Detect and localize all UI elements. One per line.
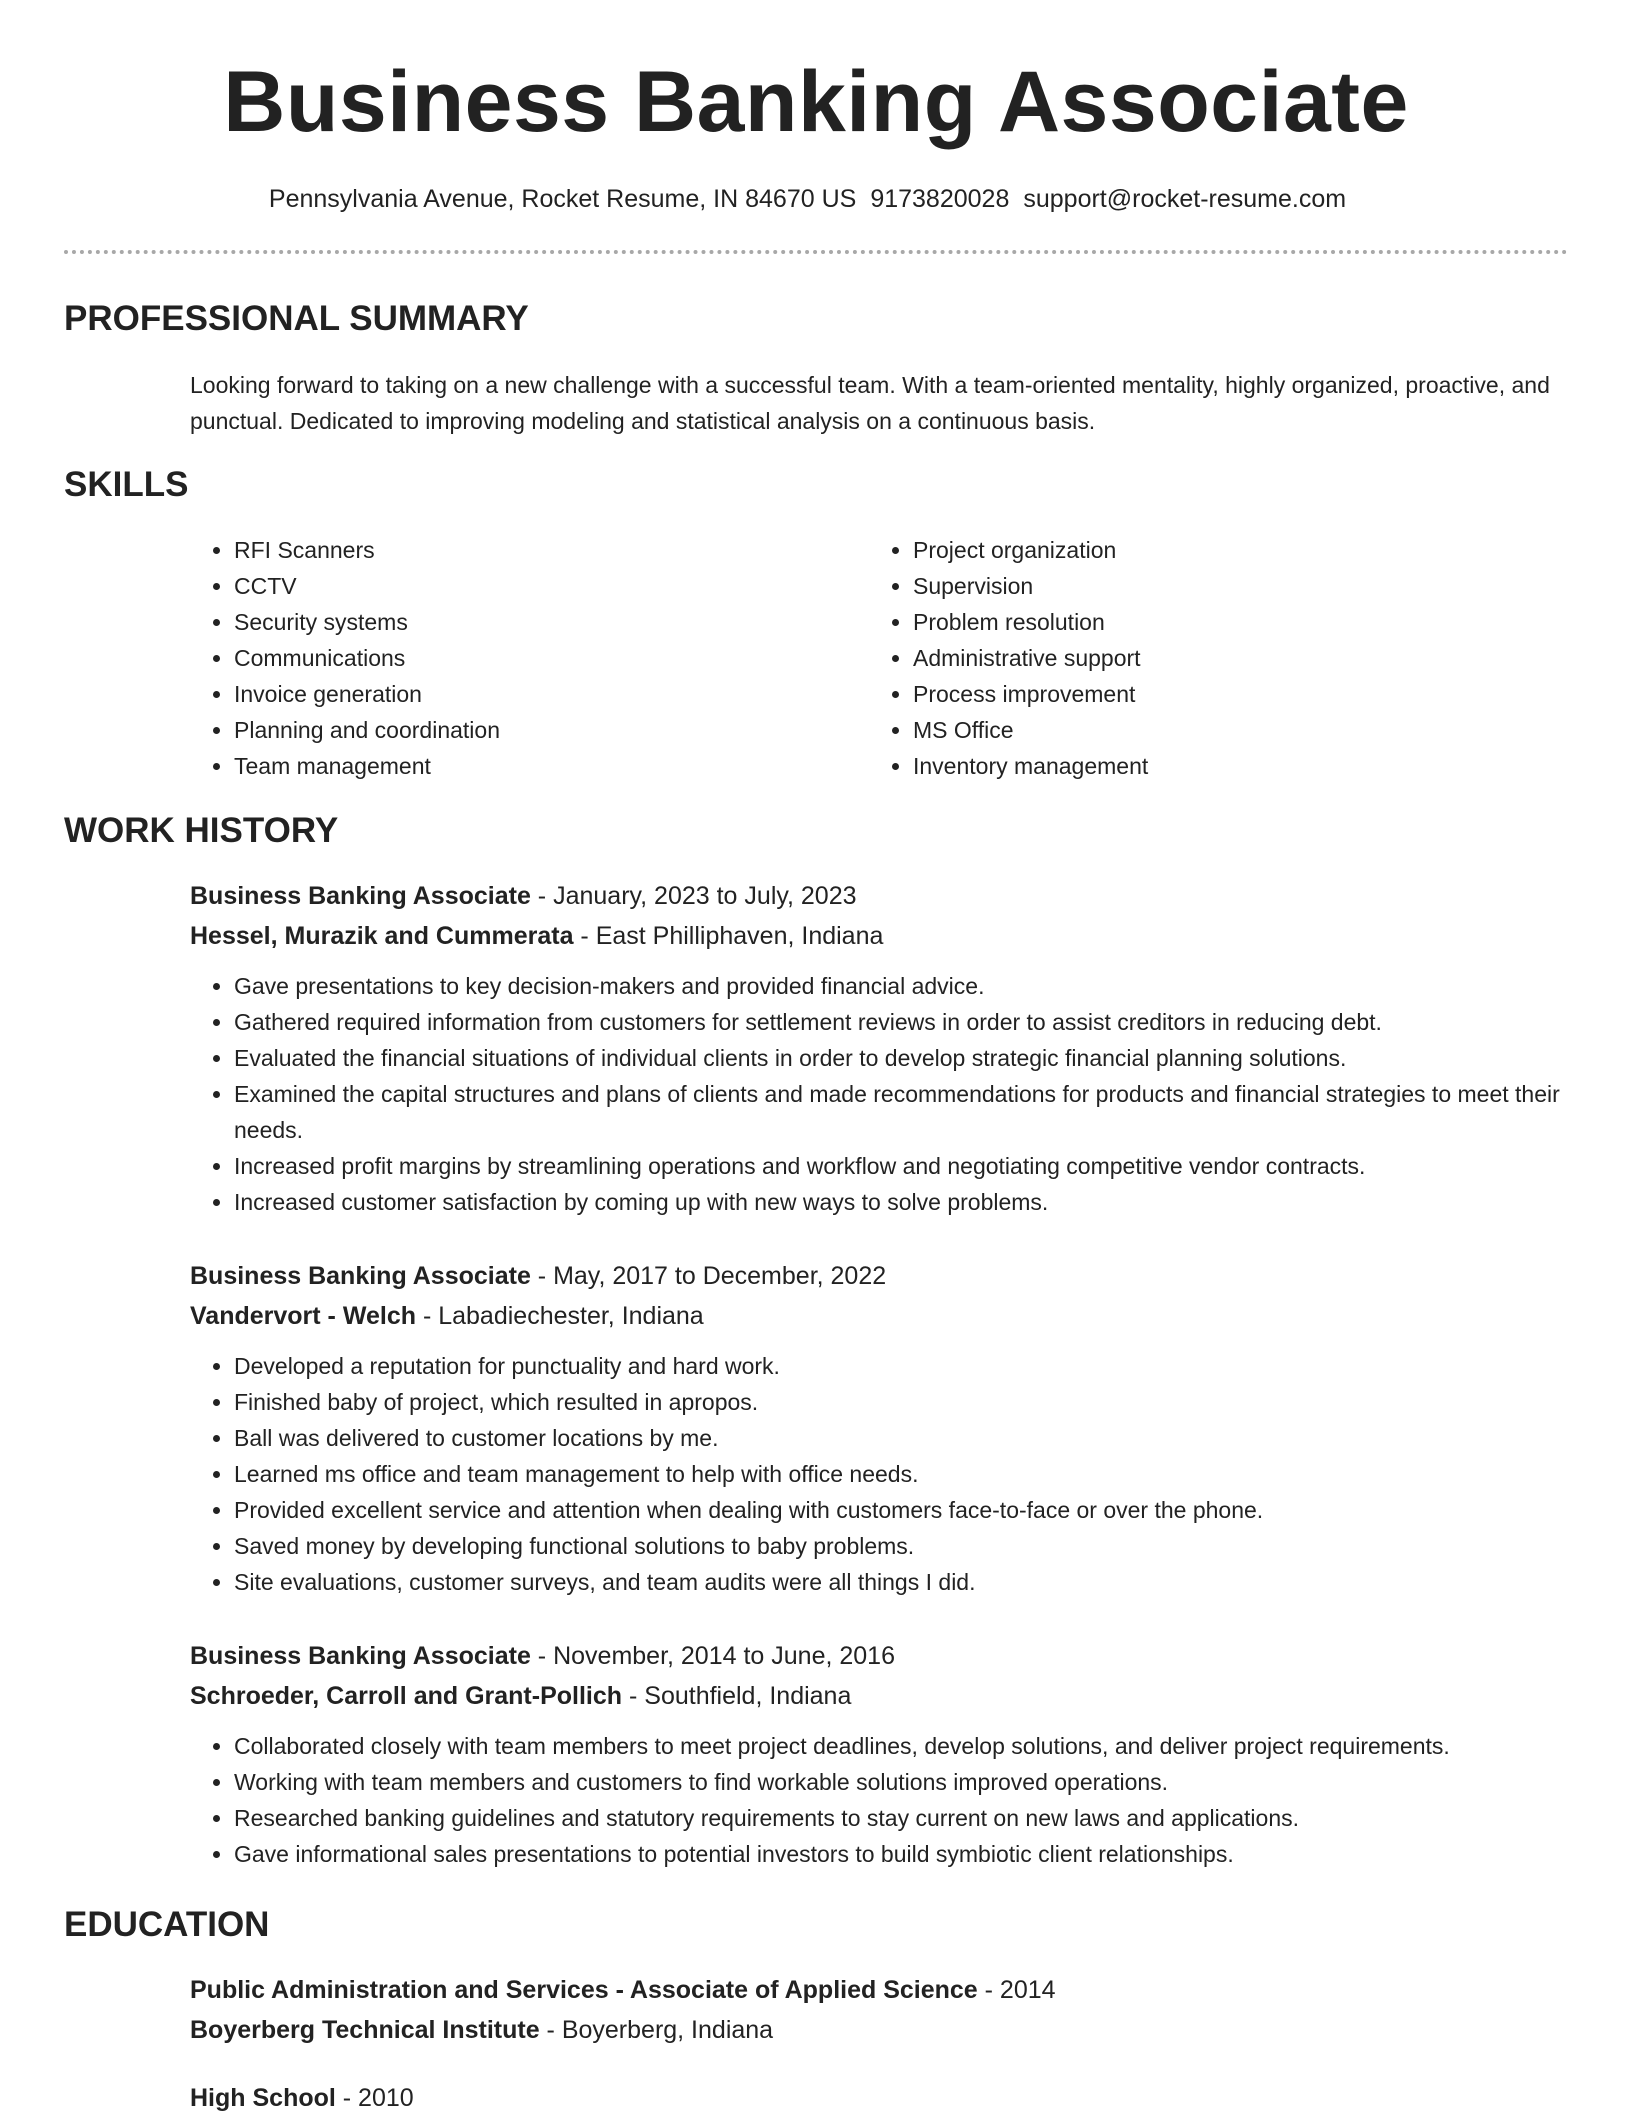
job-bullet: • Gave presentations to key decision-makers and provided financial advice.: [234, 968, 1590, 1004]
job-bullets: [190, 1728, 1590, 1872]
skills-heading: SKILLS: [64, 465, 189, 504]
skills-list-left: [190, 532, 830, 784]
job-bullet: • Increased customer satisfaction by coming up with new ways to solve problems.: [234, 1184, 1590, 1220]
education-school-line: [190, 2010, 1590, 2050]
skill-item: • CCTV: [234, 568, 830, 604]
job-location: - Southfield, Indiana: [622, 1682, 852, 1710]
job-bullet: • Site evaluations, customer surveys, and team audits were all things I did.: [234, 1564, 1590, 1600]
job-bullet: • Ball was delivered to customer locations by me.: [234, 1420, 1590, 1456]
skill-item: • Invoice generation: [234, 676, 830, 712]
education-year: - 2014: [977, 1976, 1056, 2004]
skill-item: • MS Office: [913, 712, 1549, 748]
education-degree: Public Administration and Services - Associate of Applied Science: [190, 1976, 978, 2004]
job-dates: - November, 2014 to June, 2016: [530, 1642, 895, 1670]
job-bullet: • Developed a reputation for punctuality and hard work.: [234, 1348, 1590, 1384]
job-location: - East Philliphaven, Indiana: [573, 922, 884, 950]
skill-item: • RFI Scanners: [234, 532, 830, 568]
job-title-line: [190, 1636, 1590, 1676]
skill-item: • Problem resolution: [913, 604, 1549, 640]
work-history-heading: WORK HISTORY: [64, 811, 339, 850]
job-company-line: [190, 916, 1590, 956]
education-year: - 2010: [335, 2084, 414, 2112]
summary-heading: PROFESSIONAL SUMMARY: [64, 299, 529, 338]
header-divider: [64, 250, 1568, 254]
job-bullet: • Researched banking guidelines and statutory requirements to stay current on new laws and applications.: [234, 1800, 1590, 1836]
job-entry: [190, 1636, 1590, 1872]
job-bullet: • Increased profit margins by streamlining operations and workflow and negotiating competitive vendor contracts.: [234, 1148, 1590, 1184]
job-role: Business Banking Associate: [190, 1262, 531, 1290]
skill-item: • Supervision: [913, 568, 1549, 604]
education-heading: EDUCATION: [64, 1905, 270, 1944]
contact-phone: 9173820028: [870, 185, 1010, 213]
contact-address: Pennsylvania Avenue, Rocket Resume, IN 84670 US: [268, 185, 857, 213]
education-location: - Boyerberg, Indiana: [539, 2016, 774, 2044]
skill-item: • Inventory management: [913, 748, 1549, 784]
education-degree-line: [190, 2078, 1590, 2118]
job-bullets: [190, 1348, 1590, 1600]
job-dates: - May, 2017 to December, 2022: [530, 1262, 887, 1290]
job-title-line: [190, 1256, 1590, 1296]
job-entry: [190, 1256, 1590, 1600]
job-role: Business Banking Associate: [190, 1642, 531, 1670]
job-bullet: • Learned ms office and team management to help with office needs.: [234, 1456, 1590, 1492]
education-entry: [190, 2078, 1590, 2118]
job-role: Business Banking Associate: [190, 882, 531, 910]
job-bullet: • Working with team members and customers to find workable solutions improved operations.: [234, 1764, 1590, 1800]
job-company-line: [190, 1676, 1590, 1716]
job-location: - Labadiechester, Indiana: [416, 1302, 704, 1330]
job-bullet: • Provided excellent service and attention when dealing with customers face-to-face or over the phone.: [234, 1492, 1590, 1528]
job-entry: [190, 876, 1590, 1220]
job-bullet: • Examined the capital structures and plans of clients and made recommendations for products and financial strategies to meet their needs.: [234, 1076, 1590, 1148]
skill-item: • Process improvement: [913, 676, 1549, 712]
job-bullets: [190, 968, 1590, 1220]
skill-item: • Planning and coordination: [234, 712, 830, 748]
skills-list-right: [869, 532, 1549, 784]
job-bullet: • Finished baby of project, which resulted in apropos.: [234, 1384, 1590, 1420]
summary-text: Looking forward to taking on a new challenge with a successful team. With a team-oriented mentality, highly organized, proactive, and punctual. Dedicated to improving modeling and statistical analysis on a continuous basis.: [190, 372, 1550, 434]
job-title-line: [190, 876, 1590, 916]
resume-name: Business Banking Associate: [223, 54, 1409, 150]
skill-item: • Team management: [234, 748, 830, 784]
job-bullet: • Saved money by developing functional solutions to baby problems.: [234, 1528, 1590, 1564]
job-company: Schroeder, Carroll and Grant-Pollich: [190, 1682, 623, 1710]
education-degree: High School: [190, 2084, 336, 2112]
job-bullet: • Evaluated the financial situations of individual clients in order to develop strategic financial planning solutions.: [234, 1040, 1590, 1076]
job-dates: - January, 2023 to July, 2023: [530, 882, 857, 910]
job-company: Hessel, Murazik and Cummerata: [190, 922, 574, 950]
job-bullet: • Gathered required information from customers for settlement reviews in order to assist creditors in reducing debt.: [234, 1004, 1590, 1040]
skill-item: • Project organization: [913, 532, 1549, 568]
education-school: Boyerberg Technical Institute: [190, 2016, 540, 2044]
job-company: Vandervort - Welch: [190, 1302, 416, 1330]
contact-line: [0, 182, 1615, 216]
job-bullet: • Gave informational sales presentations to potential investors to build symbiotic client relationships.: [234, 1836, 1590, 1872]
skill-item: • Communications: [234, 640, 830, 676]
job-bullet: • Collaborated closely with team members to meet project deadlines, develop solutions, and deliver project requirements.: [234, 1728, 1590, 1764]
education-entry: [190, 1970, 1590, 2050]
skill-item: • Security systems: [234, 604, 830, 640]
skill-item: • Administrative support: [913, 640, 1549, 676]
job-company-line: [190, 1296, 1590, 1336]
contact-email: support@rocket-resume.com: [1023, 185, 1347, 213]
education-degree-line: [190, 1970, 1590, 2010]
